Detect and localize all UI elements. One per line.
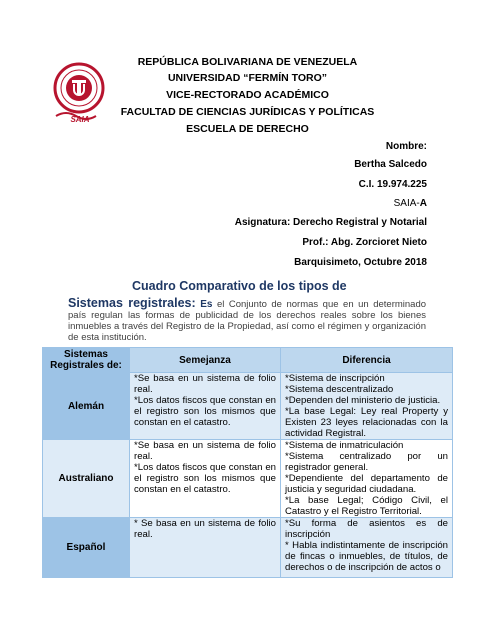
diferencia-cell: *Su forma de asientos es de inscripción * Habla indistintamente de inscripción de fincas o inmuebles, de títulos, de derechos o de inscripción de actos o: [281, 518, 453, 578]
semejanza-cell: *Se basa en un sistema de folio real. *Los datos fiscos que constan en el registro son los mismos que constan en el catastro.: [130, 373, 281, 440]
row-name: Español: [43, 518, 130, 578]
header-sistemas: Sistemas Registrales de:: [43, 348, 130, 373]
header-line-school: ESCUELA DE DERECHO: [186, 123, 309, 135]
intro-es: Es: [200, 299, 213, 310]
table-row: [43, 373, 453, 440]
student-name: Bertha Salcedo: [354, 159, 427, 170]
table-row: [43, 518, 453, 578]
row-name: Australiano: [43, 440, 130, 518]
diferencia-cell: *Sistema de inscripción *Sistema descentralizado *Dependen del ministerio de justicia. *La base Legal: Ley real Property y Existen 23 leyes relacionadas con la actividad Registral.: [281, 373, 453, 440]
saia-section: SAIA-A: [393, 198, 427, 209]
table-row: [43, 440, 453, 518]
place-date: Barquisimeto, Octubre 2018: [294, 257, 427, 268]
header-line-university: UNIVERSIDAD “FERMÍN TORO”: [167, 72, 328, 84]
student-id: C.I. 19.974.225: [358, 179, 427, 190]
svg-text:SAIA: SAIA: [70, 115, 90, 124]
professor: Prof.: Abg. Zorcioret Nieto: [302, 237, 427, 248]
comparison-table: [42, 347, 453, 578]
table-header-row: [43, 348, 453, 373]
diferencia-cell: *Sistema de inmatriculación *Sistema centralizado por un registrador general. *Dependiente del departamento de justicia y seguridad ciudadana. *La base Legal; Código Civil, el Catastro y el Registro Territorial.: [281, 440, 453, 518]
intro-lead: Sistemas registrales:: [68, 296, 196, 310]
header-line-faculty: FACULTAD DE CIENCIAS JURÍDICAS Y POLÍTICAS: [120, 106, 375, 118]
semejanza-cell: *Se basa en un sistema de folio real. *Los datos fiscos que constan en el registro son los mismos que constan en el catastro.: [130, 440, 281, 518]
header-diferencia: Diferencia: [281, 348, 453, 373]
subject: Asignatura: Derecho Registral y Notarial: [234, 217, 427, 228]
intro-paragraph: [68, 298, 426, 343]
intro-text: el Conjunto de normas que en un determinado país regulan las formas de publicidad de los derechos reales sobre los bienes inmuebles a través del Registro de la Propiedad, así como el régimen y organización de esta institución.: [68, 299, 427, 343]
document-title: Cuadro Comparativo de los tipos de: [132, 279, 347, 293]
nombre-label: Nombre:: [385, 141, 427, 152]
header-line-republic: REPÚBLICA BOLIVARIANA DE VENEZUELA: [137, 56, 358, 68]
header-line-vice-rectorate: VICE-RECTORADO ACADÉMICO: [166, 89, 329, 101]
header-semejanza: Semejanza: [130, 348, 281, 373]
row-name: Alemán: [43, 373, 130, 440]
semejanza-cell: * Se basa en un sistema de folio real.: [130, 518, 281, 578]
